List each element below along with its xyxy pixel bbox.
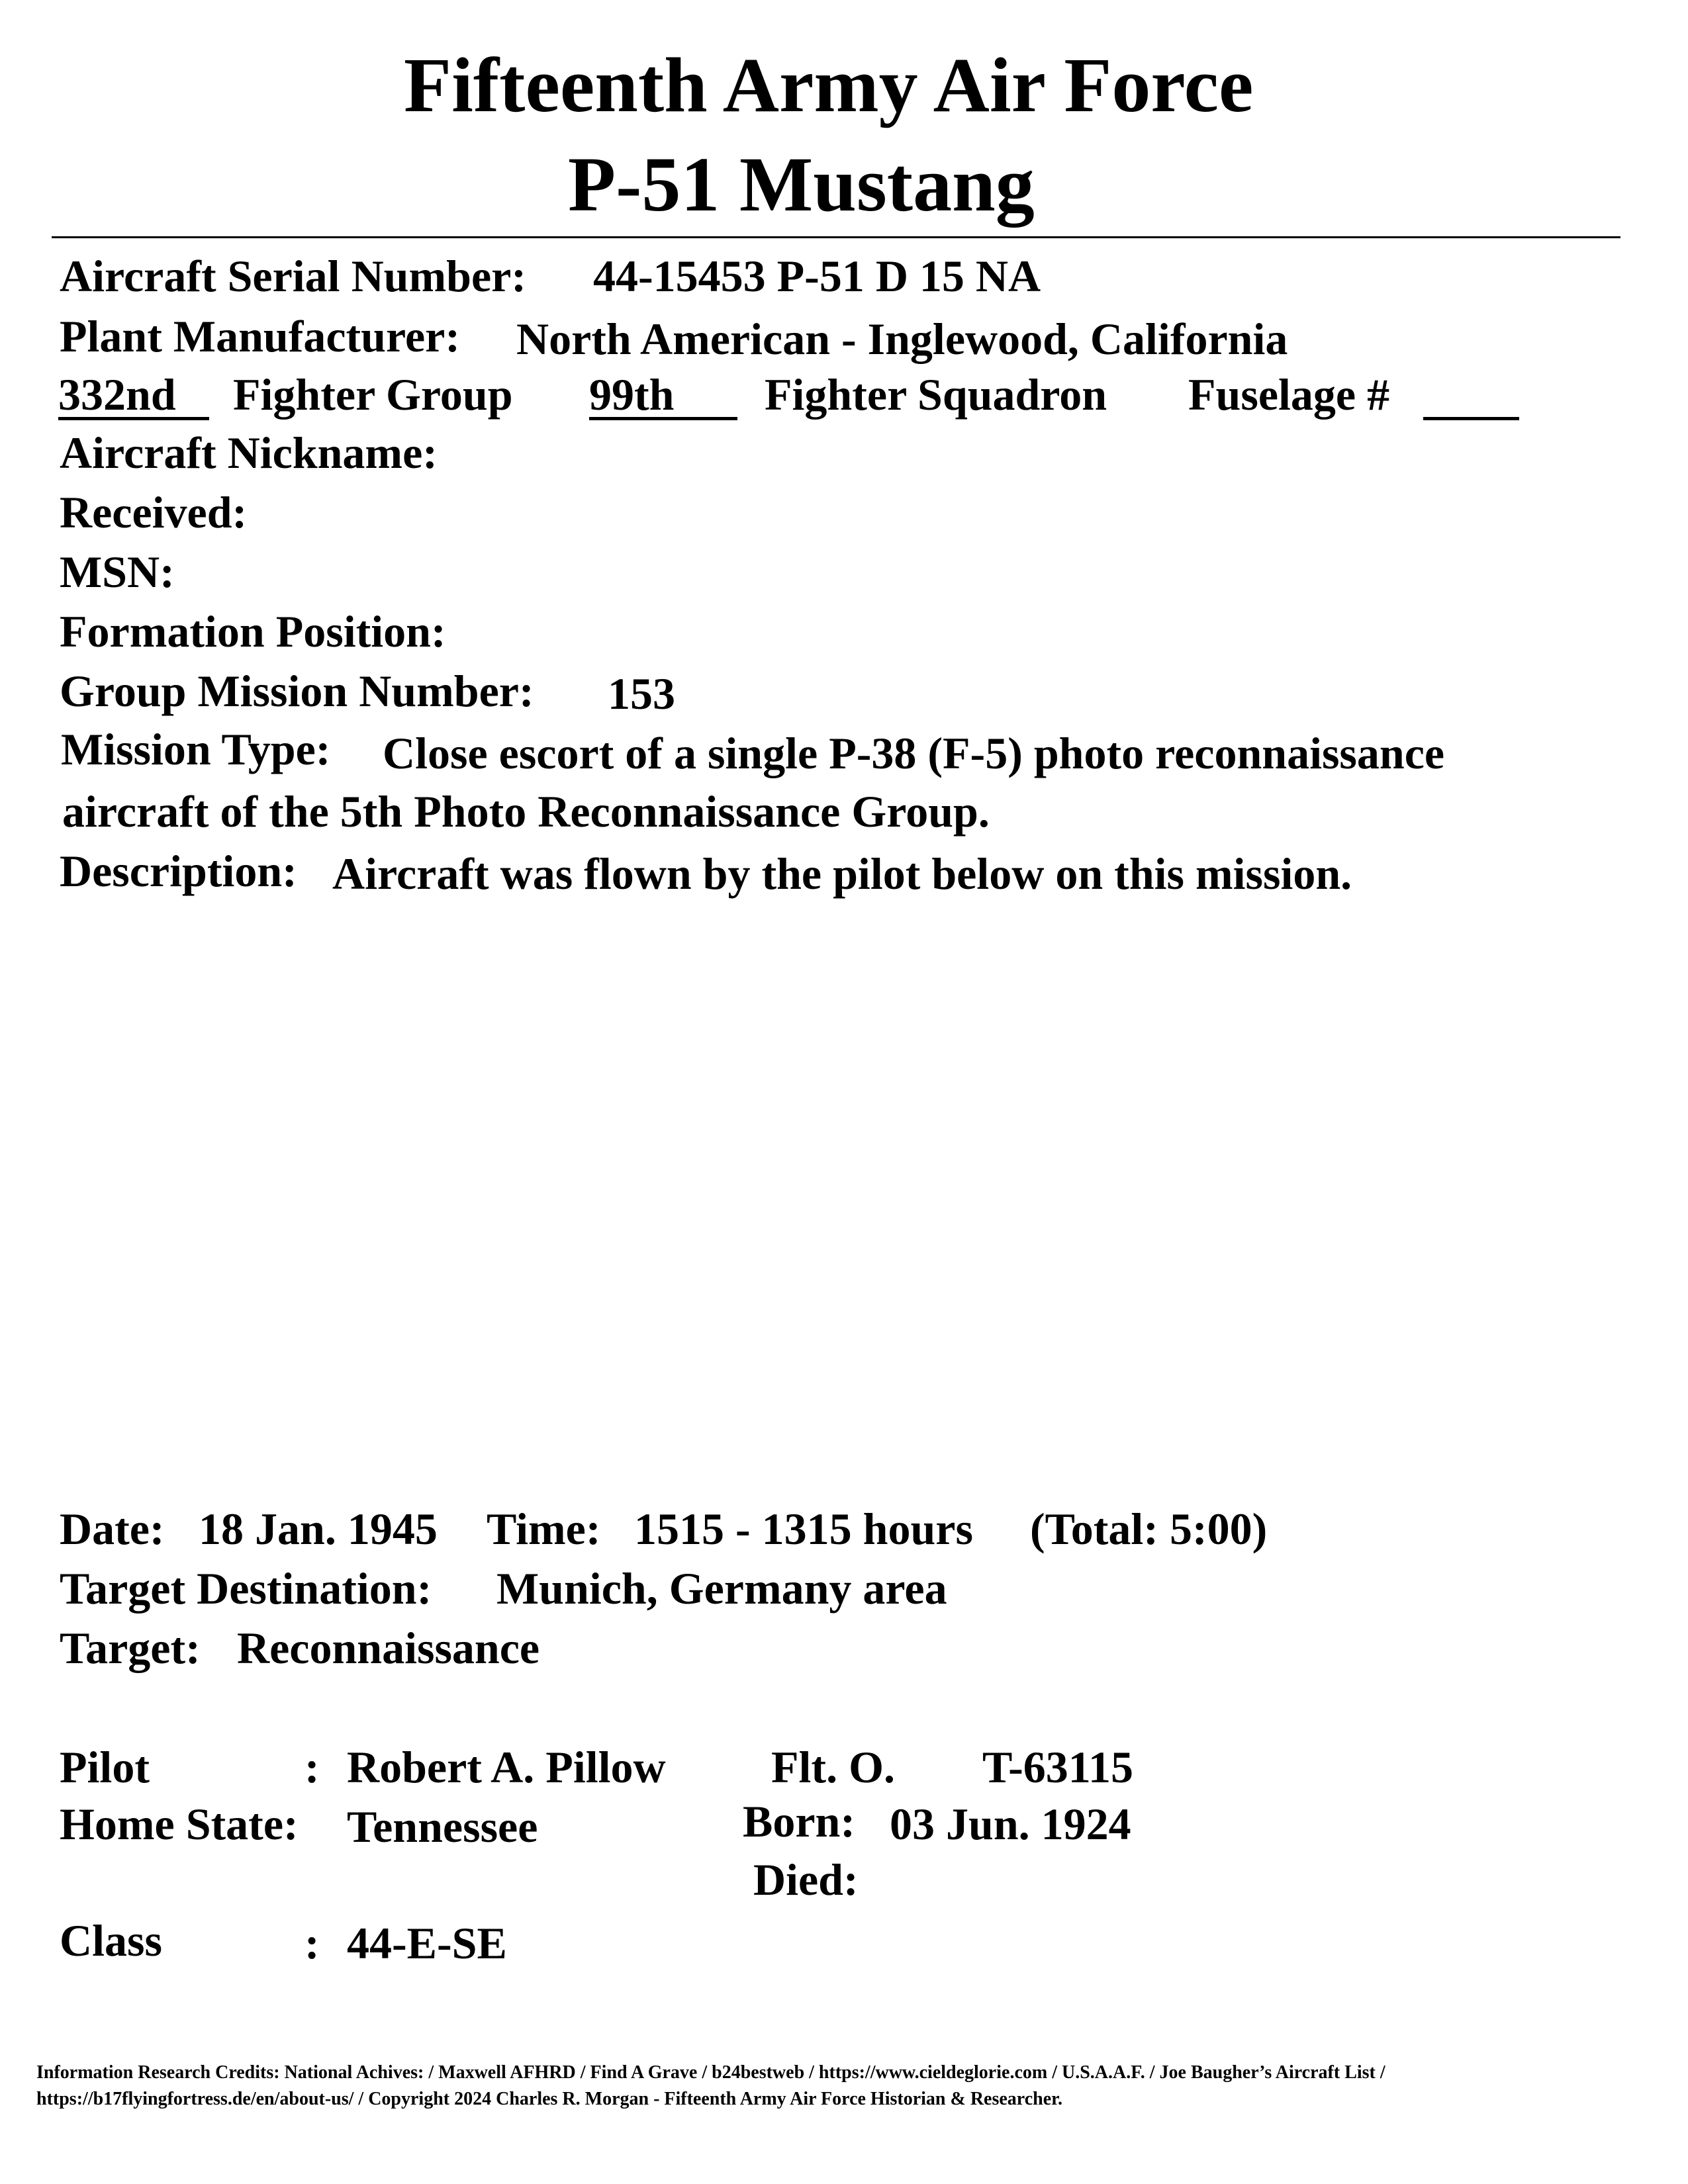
born-label: Born: (743, 1796, 855, 1846)
description-value: Aircraft was flown by the pilot below on this mission. (332, 848, 1352, 899)
class-value: 44-E-SE (347, 1918, 507, 1968)
pilot-rank: Flt. O. (771, 1742, 895, 1792)
time-value: 1515 - 1315 hours (634, 1504, 973, 1554)
class-label: Class (60, 1915, 162, 1966)
group-mission-label: Group Mission Number: (60, 666, 534, 716)
home-state-value: Tennessee (347, 1801, 538, 1852)
manufacturer-label: Plant Manufacturer: (60, 311, 460, 361)
died-label: Died: (753, 1854, 859, 1905)
total-time: (Total: 5:00) (1030, 1504, 1268, 1554)
destination-value: Munich, Germany area (496, 1563, 947, 1614)
serial-label: Aircraft Serial Number: (60, 251, 526, 301)
fuselage-field (1423, 372, 1519, 420)
msn-label: MSN: (60, 547, 175, 597)
mission-type-label: Mission Type: (61, 724, 331, 774)
date-value: 18 Jan. 1945 (199, 1504, 438, 1554)
fighter-group-field (58, 369, 209, 420)
target-label: Target: (60, 1623, 201, 1673)
fighter-squadron-value: 99th (589, 369, 675, 420)
mission-type-line2: aircraft of the 5th Photo Reconnaissance Group. (62, 786, 990, 837)
born-value: 03 Jun. 1924 (890, 1799, 1131, 1849)
group-mission-value: 153 (608, 668, 675, 719)
nickname-label: Aircraft Nickname: (60, 428, 438, 478)
home-state-label: Home State: (60, 1799, 299, 1849)
pilot-serial: T-63115 (982, 1742, 1134, 1792)
fighter-group-value: 332nd (58, 369, 176, 420)
manufacturer-value: North American - Inglewood, California (516, 314, 1288, 364)
target-value: Reconnaissance (237, 1623, 540, 1673)
pilot-name: Robert A. Pillow (347, 1742, 666, 1792)
description-label: Description: (60, 846, 297, 896)
page-subtitle: P-51 Mustang (568, 141, 1035, 228)
credits-line1: Information Research Credits: National Achives: / Maxwell AFHRD / Find A Grave / b24bestweb / https://www.cieldeglorie.com / U.S.A.A.F. / Joe Baugher’s Aircraft List / (36, 2062, 1385, 2083)
received-label: Received: (60, 487, 248, 537)
pilot-label: Pilot (60, 1742, 150, 1792)
fighter-squadron-label: Fighter Squadron (765, 369, 1107, 420)
credits-line2: https://b17flyingfortress.de/en/about-us/ / Copyright 2024 Charles R. Morgan - Fifteenth Army Air Force Historian & Researcher. (36, 2089, 1062, 2109)
fuselage-label: Fuselage # (1188, 369, 1390, 420)
mission-type-line1: Close escort of a single P-38 (F-5) photo reconnaissance (383, 728, 1445, 778)
class-colon: : (305, 1918, 320, 1968)
serial-value: 44-15453 P-51 D 15 NA (593, 251, 1041, 301)
formation-label: Formation Position: (60, 606, 446, 657)
date-label: Date: (60, 1504, 165, 1554)
fighter-squadron-field (589, 369, 737, 420)
header-divider (52, 236, 1620, 238)
pilot-colon: : (305, 1742, 320, 1792)
fighter-group-label: Fighter Group (233, 369, 513, 420)
page-title: Fifteenth Army Air Force (404, 42, 1254, 128)
destination-label: Target Destination: (60, 1563, 432, 1614)
time-label: Time: (487, 1504, 601, 1554)
